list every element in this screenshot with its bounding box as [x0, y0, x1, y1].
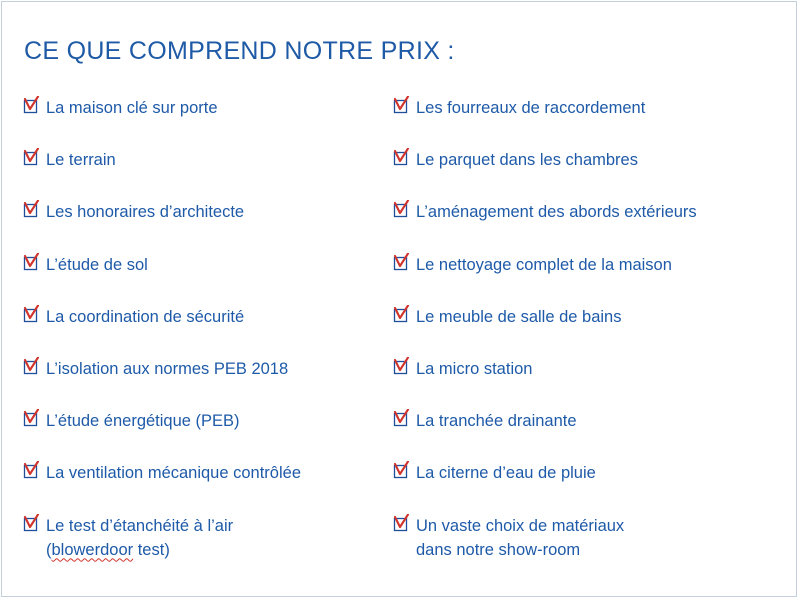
list-item-label: La tranchée drainante [416, 412, 577, 431]
list-item-label: L’étude de sol [46, 255, 148, 274]
list-item-label: Le meuble de salle de bains [416, 307, 622, 326]
list-item-label: L’aménagement des abords extérieurs [416, 203, 697, 222]
list-item-label-line2 [46, 538, 233, 562]
checkbox-checkmark-icon [392, 200, 410, 218]
list-item-label: La maison clé sur porte [46, 99, 218, 117]
checkbox-checkmark-icon [22, 200, 40, 218]
list-item-label: Le test d’étanchéité à l’air [46, 516, 234, 535]
checkbox-checkmark-icon [22, 514, 40, 532]
right-list-item [392, 96, 645, 120]
trailing-text: test) [133, 540, 170, 559]
right-list-item [392, 514, 624, 562]
checkbox-checkmark-icon [22, 148, 40, 166]
checkbox-checkmark-icon [22, 357, 40, 375]
right-list-item [392, 357, 532, 381]
checkbox-checkmark-icon [22, 96, 40, 114]
right-list-item [392, 461, 596, 485]
list-item-label: Un vaste choix de matériaux [416, 516, 625, 535]
list-item-label: La coordination de sécurité [46, 307, 245, 326]
spellcheck-underlined-word: blowerdoor [51, 540, 134, 559]
list-item-label: La ventilation mécanique contrôlée [46, 464, 302, 483]
left-list-item [22, 96, 218, 120]
checkbox-checkmark-icon [22, 253, 40, 271]
paren-text: ( [46, 540, 52, 559]
left-list-item [22, 305, 244, 329]
list-item-label: La citerne d’eau de pluie [416, 464, 596, 483]
checkbox-checkmark-icon [392, 253, 410, 271]
list-item-label: Le nettoyage complet de la maison [416, 255, 672, 274]
slide-frame [1, 1, 797, 597]
right-list-item [392, 200, 697, 224]
list-item-label: La micro station [416, 360, 533, 378]
left-list-item [22, 253, 148, 277]
right-list-item [392, 253, 672, 277]
list-item-label: L’étude énergétique (PEB) [46, 412, 240, 431]
left-list-item [22, 357, 288, 381]
list-item-label: L’isolation aux normes PEB 2018 [46, 360, 289, 378]
left-list-item [22, 148, 116, 172]
right-list-item [392, 409, 577, 433]
list-item-label: Le terrain [46, 151, 116, 170]
checkbox-checkmark-icon [392, 409, 410, 427]
page-title: CE QUE COMPREND NOTRE PRIX : [24, 37, 455, 65]
left-list-item [22, 461, 301, 485]
right-list-item [392, 148, 638, 172]
checkbox-checkmark-icon [392, 461, 410, 479]
left-list-item [22, 409, 240, 433]
checkbox-checkmark-icon [392, 148, 410, 166]
list-item-label-line2: dans notre show-room [416, 540, 581, 559]
checkbox-checkmark-icon [22, 305, 40, 323]
left-list-item [22, 200, 244, 224]
left-list-item [22, 514, 233, 562]
checkbox-checkmark-icon [392, 514, 410, 532]
checkbox-checkmark-icon [22, 461, 40, 479]
checkbox-checkmark-icon [392, 96, 410, 114]
checkbox-checkmark-icon [392, 357, 410, 375]
checkbox-checkmark-icon [392, 305, 410, 323]
checkbox-checkmark-icon [22, 409, 40, 427]
list-item-label: Les honoraires d’architecte [46, 203, 245, 222]
list-item-label: Le parquet dans les chambres [416, 151, 638, 170]
list-item-label: Les fourreaux de raccordement [416, 99, 646, 117]
right-list-item [392, 305, 621, 329]
